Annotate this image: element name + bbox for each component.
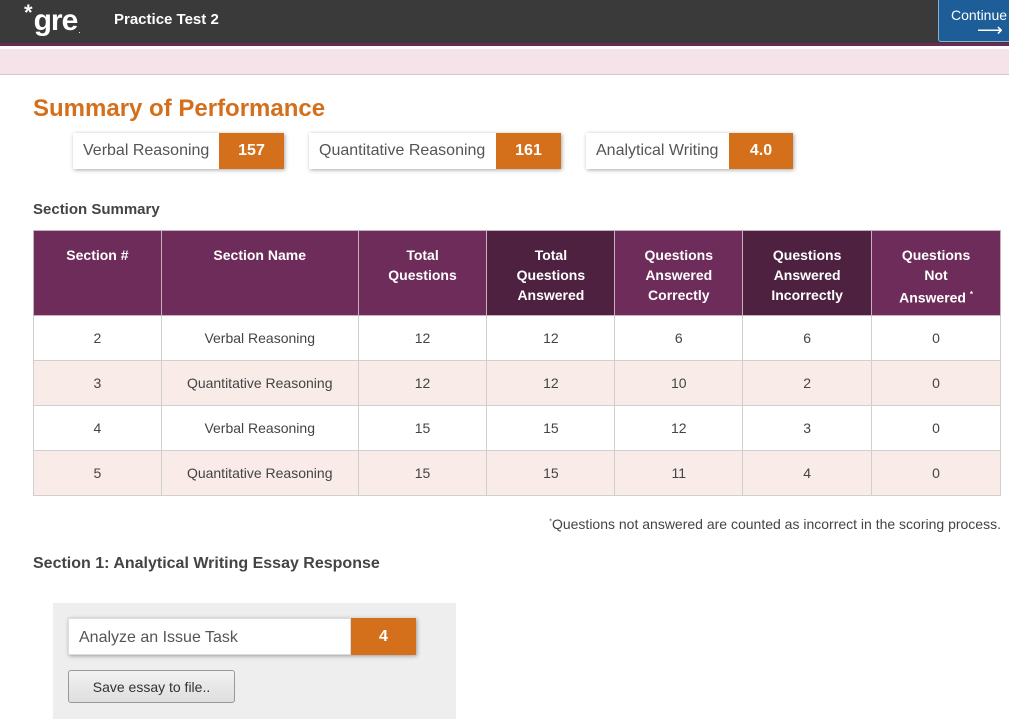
score-label: Quantitative Reasoning <box>309 133 496 169</box>
cell-answered: 12 <box>487 316 615 361</box>
col-section-name: Section Name <box>161 231 358 316</box>
cell-name: Quantitative Reasoning <box>161 451 358 496</box>
cell-section: 2 <box>34 316 162 361</box>
cell-not-answered: 0 <box>872 451 1001 496</box>
cell-not-answered: 0 <box>872 316 1001 361</box>
cell-total: 15 <box>358 406 487 451</box>
continue-label: Continue <box>951 7 1008 23</box>
score-value: 161 <box>496 133 561 169</box>
col-answered-correctly: Questions Answered Correctly <box>615 231 743 316</box>
cell-name: Verbal Reasoning <box>161 316 358 361</box>
table-header-row <box>34 231 1001 316</box>
cell-name: Verbal Reasoning <box>161 406 358 451</box>
score-quantitative <box>309 133 561 169</box>
gre-logo <box>24 2 81 36</box>
essay-section-title: Section 1: Analytical Writing Essay Response <box>33 555 380 572</box>
continue-button[interactable] <box>938 0 1009 42</box>
cell-name: Quantitative Reasoning <box>161 361 358 406</box>
table-row <box>34 406 1001 451</box>
score-value: 4.0 <box>729 133 793 169</box>
cell-section: 4 <box>34 406 162 451</box>
score-value: 157 <box>219 133 284 169</box>
table-row <box>34 451 1001 496</box>
cell-incorrect: 4 <box>743 451 872 496</box>
section-summary-title: Section Summary <box>33 201 160 218</box>
logo-star-icon: * <box>24 0 33 25</box>
cell-not-answered: 0 <box>872 406 1001 451</box>
essay-task-label: Analyze an Issue Task <box>68 618 351 655</box>
col-not-answered: Questions Not Answered * <box>872 231 1001 316</box>
score-label: Analytical Writing <box>586 133 729 169</box>
cell-incorrect: 2 <box>743 361 872 406</box>
score-label: Verbal Reasoning <box>73 133 219 169</box>
footnote <box>400 516 1001 532</box>
essay-task-score-value: 4 <box>351 618 416 655</box>
col-total-questions: Total Questions <box>358 231 487 316</box>
cell-correct: 11 <box>615 451 743 496</box>
sub-header-bar <box>0 49 1009 75</box>
table-row <box>34 361 1001 406</box>
col-section-num: Section # <box>34 231 162 316</box>
col-total-answered: Total Questions Answered <box>487 231 615 316</box>
save-essay-button[interactable]: Save essay to file.. <box>68 670 235 703</box>
logo-text: gre <box>33 4 78 37</box>
cell-section: 5 <box>34 451 162 496</box>
footnote-text: Questions not answered are counted as incorrect in the scoring process. <box>551 516 1001 532</box>
logo-dot: . <box>78 25 81 35</box>
arrow-right-icon: ⟶ <box>977 20 1003 40</box>
essay-panel <box>53 603 456 719</box>
cell-incorrect: 3 <box>743 406 872 451</box>
score-writing <box>586 133 793 169</box>
test-title: Practice Test 2 <box>114 11 219 28</box>
cell-total: 12 <box>358 316 487 361</box>
table-row <box>34 316 1001 361</box>
cell-answered: 15 <box>487 451 615 496</box>
section-summary-table <box>33 230 1001 496</box>
cell-section: 3 <box>34 361 162 406</box>
col-answered-incorrectly: Questions Answered Incorrectly <box>743 231 872 316</box>
cell-not-answered: 0 <box>872 361 1001 406</box>
summary-title: Summary of Performance <box>33 95 326 122</box>
cell-total: 12 <box>358 361 487 406</box>
cell-answered: 15 <box>487 406 615 451</box>
footnote-mark: * <box>549 518 552 526</box>
cell-answered: 12 <box>487 361 615 406</box>
cell-incorrect: 6 <box>743 316 872 361</box>
cell-total: 15 <box>358 451 487 496</box>
cell-correct: 10 <box>615 361 743 406</box>
cell-correct: 6 <box>615 316 743 361</box>
cell-correct: 12 <box>615 406 743 451</box>
essay-task-score <box>68 618 416 655</box>
top-bar <box>0 0 1009 46</box>
score-verbal <box>73 133 284 169</box>
